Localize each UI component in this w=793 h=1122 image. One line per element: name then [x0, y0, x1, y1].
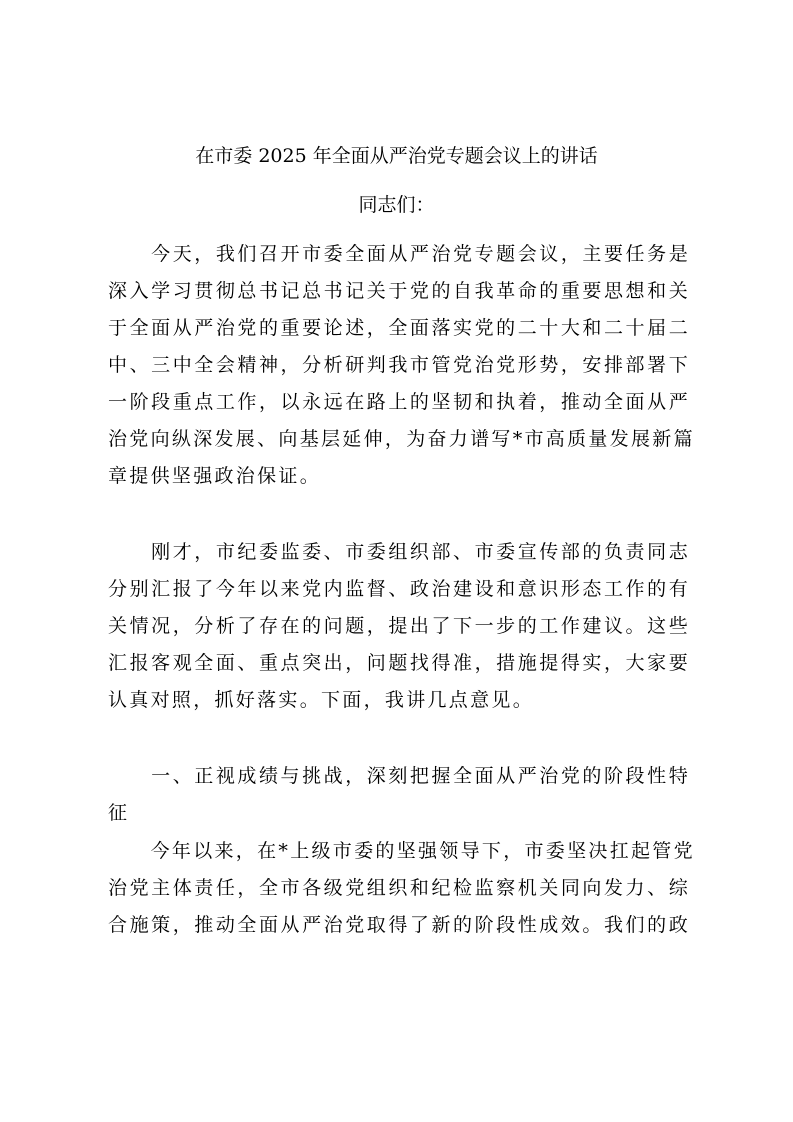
text-line: 一、正视成绩与挑战，深刻把握全面从严治党的阶段性特 [108, 765, 690, 787]
text-line: 汇报客观全面、重点突出，问题找得准，措施提得实，大家要 [108, 652, 690, 674]
paragraph-opening [108, 236, 695, 495]
text-line: 中、三中全会精神，分析研判我市管党治党形势，安排部署下 [108, 354, 690, 376]
document-title: 在市委 2025 年全面从严治党专题会议上的讲话 [195, 145, 598, 167]
paragraph-achievements [108, 833, 695, 944]
text-line: 分别汇报了今年以来党内监督、政治建设和意识形态工作的有 [108, 578, 690, 600]
text-line: 认真对照，抓好落实。下面，我讲几点意见。 [108, 689, 535, 711]
text-line: 今年以来，在*上级市委的坚强领导下，市委坚决扛起管党 [108, 840, 695, 862]
text-line: 征 [108, 802, 130, 824]
salutation: 同志们： [358, 194, 435, 216]
text-line: 今天，我们召开市委全面从严治党专题会议，主要任务是 [108, 243, 690, 265]
text-line: 于全面从严治党的重要论述，全面落实党的二十大和二十届二 [108, 317, 690, 339]
text-line: 章提供坚强政治保证。 [108, 465, 322, 487]
text-line: 治党主体责任，全市各级党组织和纪检监察机关同向发力、综 [108, 877, 690, 899]
section-heading-1 [108, 758, 690, 832]
paragraph-reports [108, 534, 690, 719]
text-line: 治党向纵深发展、向基层延伸，为奋力谱写*市高质量发展新篇 [108, 428, 695, 450]
text-line: 合施策，推动全面从严治党取得了新的阶段性成效。我们的政 [108, 914, 690, 936]
text-line: 一阶段重点工作，以永远在路上的坚韧和执着，推动全面从严 [108, 391, 690, 413]
text-line: 关情况，分析了存在的问题，提出了下一步的工作建议。这些 [108, 615, 690, 637]
text-line: 深入学习贯彻总书记总书记关于党的自我革命的重要思想和关 [108, 280, 690, 302]
text-line: 刚才，市纪委监委、市委组织部、市委宣传部的负责同志 [108, 541, 690, 563]
